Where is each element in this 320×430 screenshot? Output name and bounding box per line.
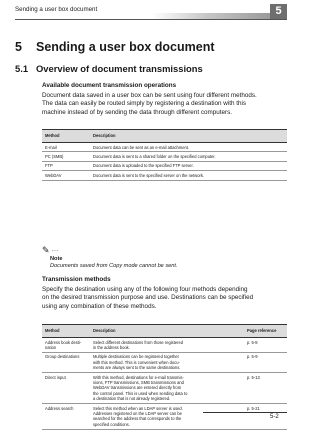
subheading-transmission-methods: Transmission methods: [42, 276, 111, 283]
table-row: [42, 373, 287, 404]
cell-line: in the address book.: [93, 344, 130, 350]
table-cell-method: [42, 352, 90, 372]
table-cell-description: Document data is sent to the specified server on the network.: [90, 171, 287, 180]
table-cell-page-reference: p. 5-13: [244, 373, 287, 404]
table-cell-method: [42, 373, 90, 404]
footer-rule: [203, 412, 287, 413]
table-cell-method: FTP: [42, 161, 90, 170]
section-heading: [15, 63, 203, 74]
paragraph-line: on the desired transmission purpose and use. Destinations can be specified: [42, 294, 254, 302]
header-rule: [15, 19, 287, 20]
pencil-icon: ✎: [42, 245, 50, 255]
table-cell-page-reference: p. 5-8: [244, 338, 287, 353]
table-cell-description: Document data is uploaded to the specified FTP server.: [90, 161, 287, 170]
note-text: Documents saved from Copy mode cannot be sent.: [50, 263, 178, 269]
cell-line: With this method, destinations for e-mail transmis-: [93, 374, 184, 380]
cell-line: Address book desti-: [45, 339, 82, 345]
paragraph-available-operations: [42, 92, 294, 117]
section-heading-title: Overview of document transmissions: [36, 63, 203, 74]
cell-line: the control panel. This is used when sending data to: [93, 390, 188, 396]
chapter-heading-title: Sending a user box document: [36, 40, 215, 54]
chapter-number-badge: 5: [270, 4, 287, 19]
methods-table: [42, 129, 287, 181]
cell-line: Select different destinations from those registered: [93, 339, 184, 345]
cell-line: Address search: [45, 405, 74, 411]
table-cell-method: WebDAV: [42, 171, 90, 180]
page-number: 5-2: [270, 414, 279, 420]
cell-line: nation: [45, 344, 57, 350]
cell-line: sions, FTP transmissions, SMB transmissions and: [93, 379, 184, 385]
column-header-method: Method: [42, 325, 90, 338]
cell-line: WebDAV transmissions are entered directly from: [93, 385, 182, 391]
table-cell-page-reference: p. 5-9: [244, 352, 287, 372]
note-dots: ...: [52, 247, 59, 253]
column-header-description: Description: [90, 325, 244, 338]
paragraph-line: Specify the destination using any of the following four methods depending: [42, 286, 248, 293]
subheading-available-operations: Available document transmission operations: [42, 82, 177, 89]
cell-line: Multiple destinations can be registered together: [93, 354, 180, 360]
paragraph-line: machine instead of by sending the data through different computers.: [42, 108, 232, 116]
table-cell-method: [42, 338, 90, 353]
cell-line: Select this method when an LDAP server is used.: [93, 405, 183, 411]
table-cell-description: Document data is sent to a shared folder on the specified computer.: [90, 152, 287, 161]
table-cell-method: PC (SMB): [42, 152, 90, 161]
paragraph-line: The data can easily be routed simply by registering a destination with this: [42, 100, 247, 108]
column-header-method: Method: [42, 130, 90, 143]
paragraph-transmission-methods: [42, 286, 294, 311]
table-cell-description: Document data can be sent as an e-mail attachment.: [90, 143, 287, 152]
table-header-row: [42, 130, 287, 143]
paragraph-line: Document data saved in a user box can be sent using four different methods.: [42, 92, 257, 99]
table-row: [42, 143, 287, 152]
cell-line: Addresses registered on the LDAP server can be: [93, 410, 182, 416]
transmission-methods-table: [42, 324, 287, 430]
table-cell-method: E-mail: [42, 143, 90, 152]
table-row: [42, 152, 287, 161]
table-cell-description: [90, 373, 244, 404]
chapter-heading: [15, 40, 215, 54]
paragraph-line: using any combination of these methods.: [42, 302, 157, 310]
table-row: [42, 338, 287, 353]
table-cell-description: [90, 352, 244, 372]
table-cell-method: [42, 404, 90, 430]
table-row: [42, 352, 287, 372]
cell-line: Group destinations: [45, 354, 80, 360]
cell-line: a destination that is not already registered.: [93, 396, 171, 402]
table-row: [42, 171, 287, 180]
cell-line: ments are always sent to the same destinations.: [93, 365, 181, 371]
section-heading-number: 5.1: [15, 63, 29, 74]
table-cell-page-reference: p. 5-21: [244, 404, 287, 430]
running-header-title: Sending a user box document: [15, 6, 98, 13]
table-row: [42, 161, 287, 170]
table-header-row: [42, 325, 287, 338]
table-row: [42, 404, 287, 430]
note-label: Note: [50, 256, 63, 262]
chapter-heading-number: 5: [15, 40, 22, 54]
cell-line: searched for the address that corresponds to the: [93, 416, 182, 422]
table-cell-description: [90, 404, 244, 430]
cell-line: with this method. This is convenient when docu-: [93, 359, 180, 365]
cell-line: specified conditions.: [93, 421, 130, 427]
cell-line: Direct input: [45, 374, 66, 380]
column-header-page-reference: Page reference: [244, 325, 287, 338]
column-header-description: Description: [90, 130, 287, 143]
table-cell-description: [90, 338, 244, 353]
